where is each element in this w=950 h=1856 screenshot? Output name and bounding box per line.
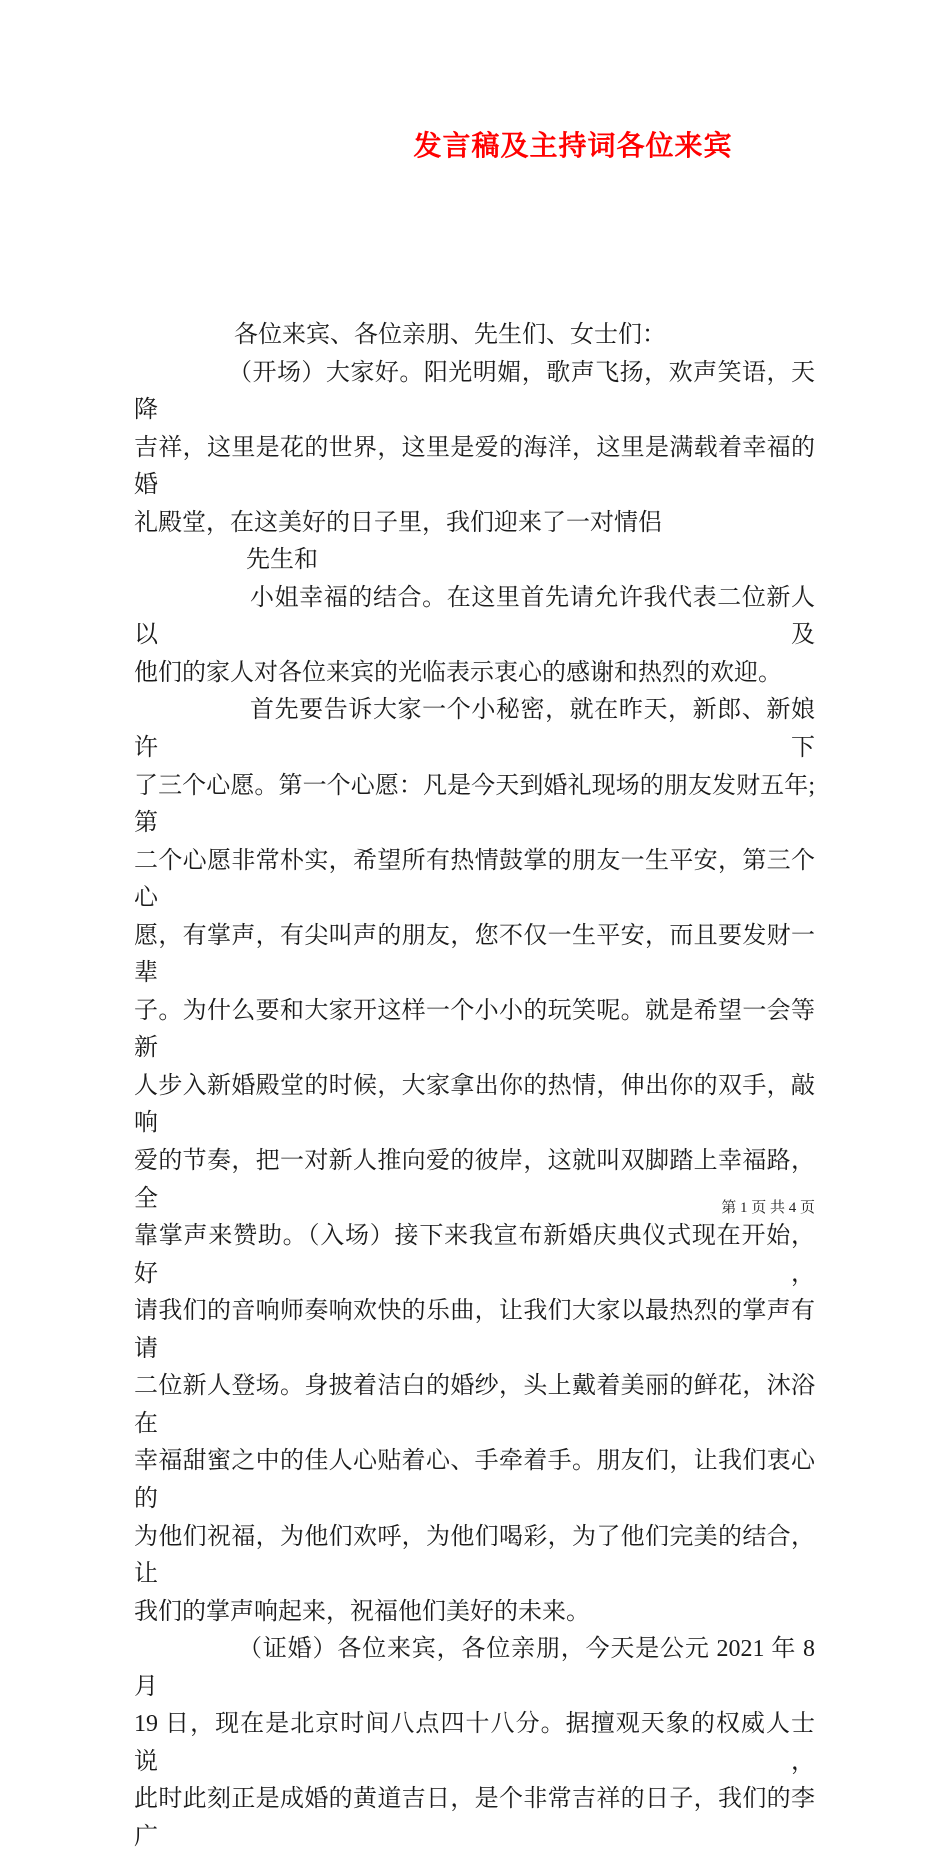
text-line: 人步入新婚殿堂的时候，大家拿出你的热情，伸出你的双手，敲响	[134, 1072, 815, 1137]
page-number-label: 第 1 页 共 4 页	[721, 1200, 815, 1216]
text-line: 首先要告诉大家一个小秘密，就在昨天，新郎、新娘许下	[134, 697, 815, 762]
text-line: 吉祥，这里是花的世界，这里是爱的海洋，这里是满载着幸福的婚	[134, 434, 815, 499]
text-line: 靠掌声来赞助。（入场）接下来我宣布新婚庆典仪式现在开始，好，	[134, 1223, 815, 1287]
document-body	[134, 317, 821, 1856]
text-line: 19 日，现在是北京时间八点四十八分。据擅观天象的权威人士说，	[134, 1711, 815, 1775]
text-line: 愿，有掌声，有尖叫声的朋友，您不仅一生平安，而且要发财一辈	[134, 922, 815, 987]
text-line: 了三个心愿。第一个心愿：凡是今天到婚礼现场的朋友发财五年;第	[134, 772, 815, 837]
text-line: （证婚）各位来宾，各位亲朋，今天是公元 2021 年 8 月	[134, 1636, 821, 1700]
text-line: 二位新人登场。身披着洁白的婚纱，头上戴着美丽的鲜花，沐浴在	[134, 1373, 815, 1437]
document-title: 发言稿及主持词各位来宾	[413, 130, 733, 161]
text-line: 请我们的音响师奏响欢快的乐曲，让我们大家以最热烈的掌声有请	[134, 1298, 815, 1362]
text-line: 二个心愿非常朴实，希望所有热情鼓掌的朋友一生平安，第三个心	[134, 847, 815, 912]
text-line: 各位来宾、各位亲朋、先生们、女士们：	[234, 322, 666, 348]
text-line: 子。为什么要和大家开这样一个小小的玩笑呢。就是希望一会等新	[134, 997, 815, 1062]
text-line: 此时此刻正是成婚的黄道吉日，是个非常吉祥的日子，我们的李广	[134, 1786, 815, 1850]
text-line: 他们的家人对各位来宾的光临表示衷心的感谢和热烈的欢迎。	[134, 659, 782, 686]
text-line: 爱的节奏，把一对新人推向爱的彼岸，这就叫双脚踏上幸福路，全	[134, 1148, 815, 1212]
text-line: 我们的掌声响起来，祝福他们美好的未来。	[134, 1598, 590, 1625]
text-line: 小姐幸福的结合。在这里首先请允许我代表二位新人以及	[134, 584, 815, 649]
text-line: 先生和	[246, 547, 318, 574]
text-line: （开场）大家好。阳光明媚，歌声飞扬，欢声笑语，天降	[134, 359, 815, 424]
text-line: 幸福甜蜜之中的佳人心贴着心、手牵着手。朋友们，让我们衷心的	[134, 1448, 815, 1512]
page-footer	[721, 1199, 815, 1218]
text-line: 为他们祝福，为他们欢呼，为他们喝彩，为了他们完美的结合，让	[134, 1523, 815, 1588]
text-line: 礼殿堂，在这美好的日子里，我们迎来了一对情侣	[134, 509, 662, 536]
